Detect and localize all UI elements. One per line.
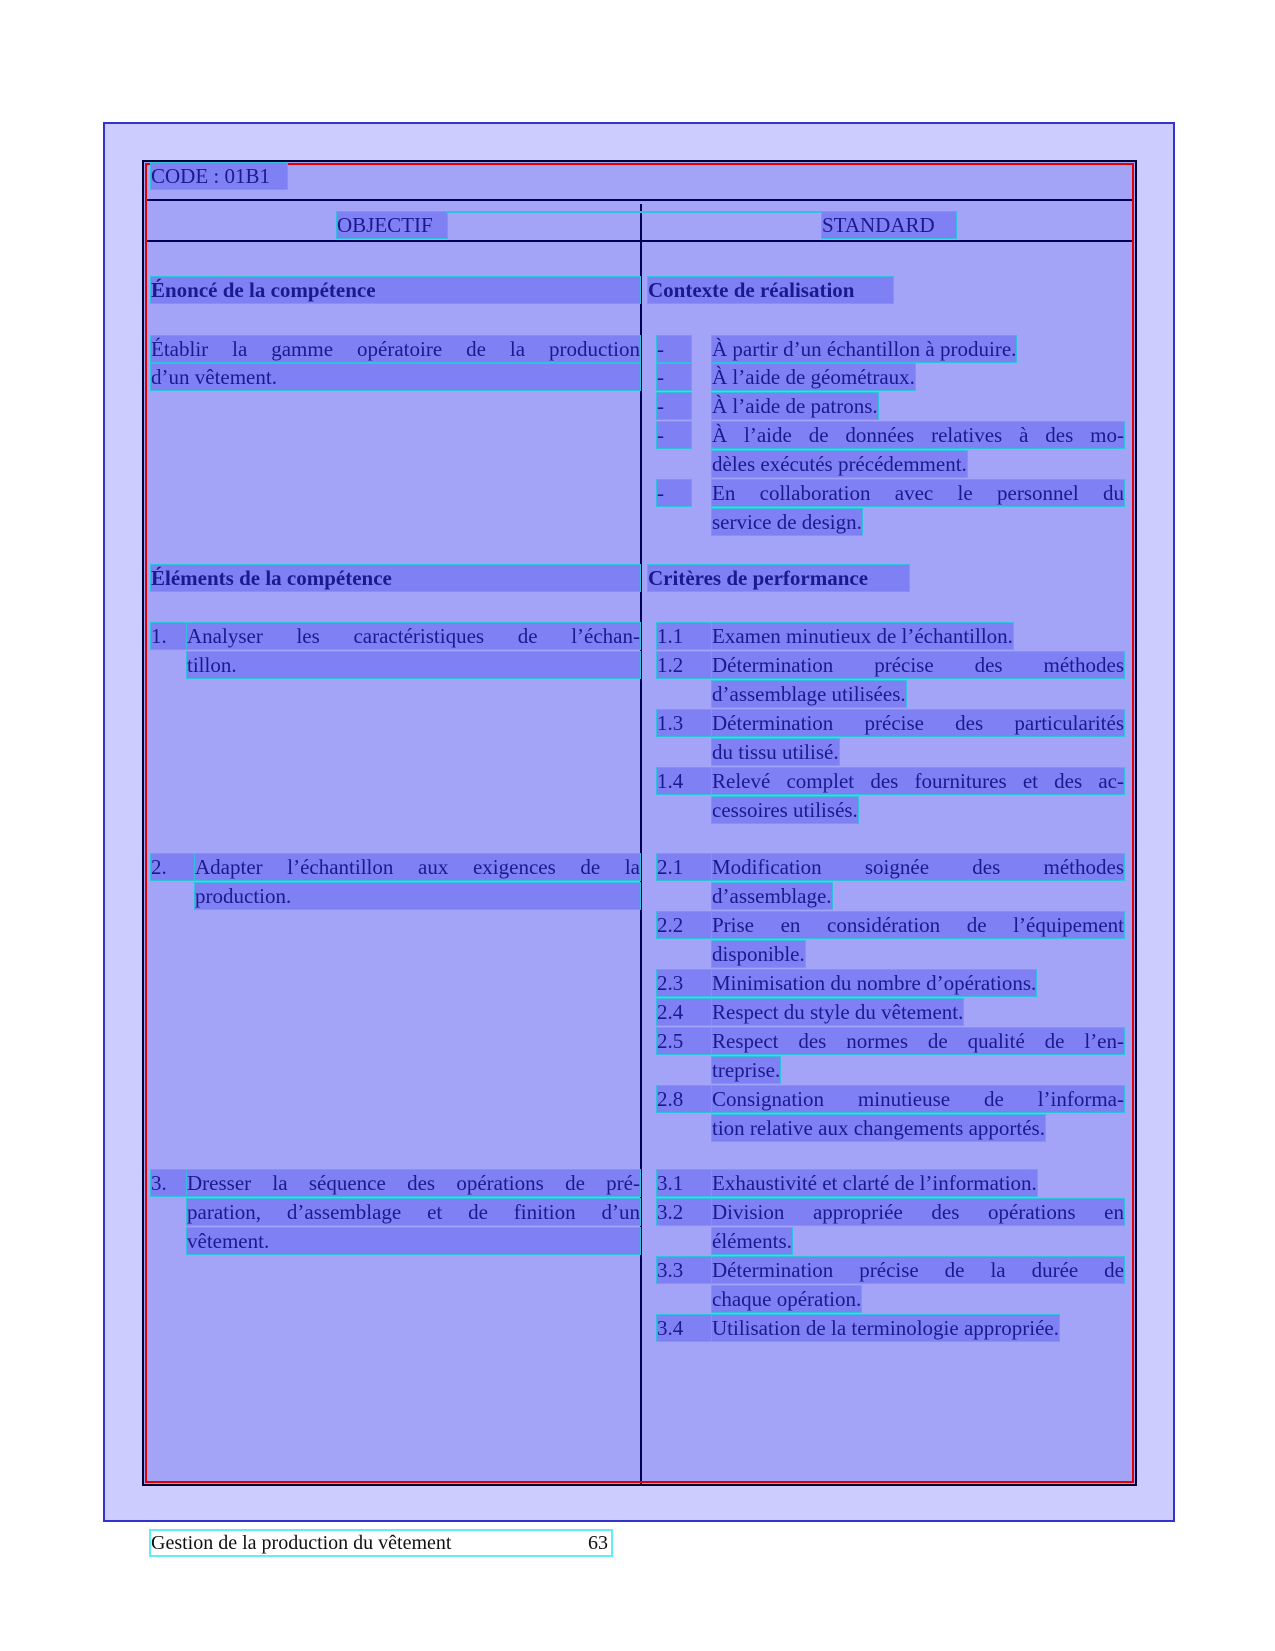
element-line: Dresser la séquence des opérations de pré- — [187, 1171, 640, 1195]
footer-title: Gestion de la production du vêtement — [151, 1532, 452, 1554]
critere-number: 1.2 — [657, 652, 712, 678]
element-number: 3. — [151, 1170, 187, 1196]
critere-number: 3.1 — [657, 1170, 712, 1196]
header-standard: STANDARD — [822, 212, 956, 238]
critere-line: Détermination précise de la durée de — [712, 1258, 1124, 1282]
element-number: 2. — [151, 854, 195, 880]
critere-line: Utilisation de la terminologie appropriée. — [712, 1316, 1059, 1340]
contexte-item-line: dèles exécutés précédemment. — [712, 452, 967, 476]
element-line: paration, d’assemblage et de finition d’un — [187, 1200, 640, 1224]
element-line: vêtement. — [187, 1228, 640, 1254]
enonce-line-2: d’un vêtement. — [151, 364, 640, 390]
critere-line: du tissu utilisé. — [712, 740, 839, 764]
element-line: tillon. — [187, 652, 640, 678]
critere-line: Respect du style du vêtement. — [712, 1000, 964, 1024]
critere-line: Division appropriée des opérations en — [712, 1200, 1124, 1224]
critere-line: cessoires utilisés. — [712, 798, 858, 822]
critere-line: disponible. — [712, 942, 805, 966]
critere-line: treprise. — [712, 1058, 781, 1082]
contexte-item-line: En collaboration avec le personnel du — [712, 481, 1124, 505]
contexte-bullet: - — [657, 364, 691, 390]
contexte-bullet: - — [657, 422, 691, 448]
critere-number: 3.4 — [657, 1315, 712, 1341]
enonce-line-1: Établir la gamme opératoire de la production — [151, 337, 640, 361]
code-label: CODE : 01B1 — [151, 163, 287, 189]
contexte-item-line: À partir d’un échantillon à produire. — [712, 337, 1017, 361]
critere-line: Modification soignée des méthodes — [712, 855, 1124, 879]
critere-number: 1.1 — [657, 623, 712, 649]
contexte-bullet: - — [657, 393, 691, 419]
critere-line: Détermination précise des méthodes — [712, 653, 1124, 677]
element-number: 1. — [151, 623, 187, 649]
contexte-item-line: service de design. — [712, 510, 862, 534]
critere-line: Prise en considération de l’équipement — [712, 913, 1124, 937]
critere-line: Détermination précise des particularités — [712, 711, 1124, 735]
header-objectif: OBJECTIF — [337, 212, 447, 238]
critere-number: 2.1 — [657, 854, 712, 880]
element-line: Adapter l’échantillon aux exigences de la — [195, 855, 640, 879]
critere-line: Minimisation du nombre d’opérations. — [712, 971, 1037, 995]
page-footer — [151, 1531, 611, 1555]
contexte-title: Contexte de réalisation — [648, 277, 893, 303]
critere-number: 1.3 — [657, 710, 712, 736]
critere-number: 3.2 — [657, 1199, 712, 1225]
critere-line: d’assemblage utilisées. — [712, 682, 906, 706]
contexte-bullet: - — [657, 336, 691, 362]
critere-line: tion relative aux changements apportés. — [712, 1116, 1045, 1140]
page-number: 63 — [588, 1532, 608, 1554]
header-divider — [145, 199, 1134, 201]
critere-number: 2.8 — [657, 1086, 712, 1112]
contexte-bullet: - — [657, 480, 691, 506]
elements-title: Éléments de la compétence — [151, 565, 640, 591]
critere-line: Respect des normes de qualité de l’en- — [712, 1029, 1124, 1053]
critere-line: Relevé complet des fournitures et des ac- — [712, 769, 1124, 793]
contexte-item-line: À l’aide de géométraux. — [712, 365, 915, 389]
critere-line: Examen minutieux de l’échantillon. — [712, 624, 1013, 648]
element-line: production. — [195, 883, 640, 909]
critere-number: 3.3 — [657, 1257, 712, 1283]
critere-number: 1.4 — [657, 768, 712, 794]
contexte-item-line: À l’aide de patrons. — [712, 394, 878, 418]
critere-number: 2.3 — [657, 970, 712, 996]
element-line: Analyser les caractéristiques de l’échan- — [187, 624, 640, 648]
critere-line: Consignation minutieuse de l’informa- — [712, 1087, 1124, 1111]
critere-line: d’assemblage. — [712, 884, 832, 908]
critere-line: éléments. — [712, 1229, 792, 1253]
critere-line: chaque opération. — [712, 1287, 862, 1311]
column-divider — [640, 204, 642, 1486]
contexte-item-line: À l’aide de données relatives à des mo- — [712, 423, 1124, 447]
enonce-title: Énoncé de la compétence — [151, 277, 640, 303]
critere-number: 2.5 — [657, 1028, 712, 1054]
critere-line: Exhaustivité et clarté de l’information. — [712, 1171, 1037, 1195]
criteres-title: Critères de performance — [648, 565, 909, 591]
critere-number: 2.4 — [657, 999, 712, 1025]
critere-number: 2.2 — [657, 912, 712, 938]
